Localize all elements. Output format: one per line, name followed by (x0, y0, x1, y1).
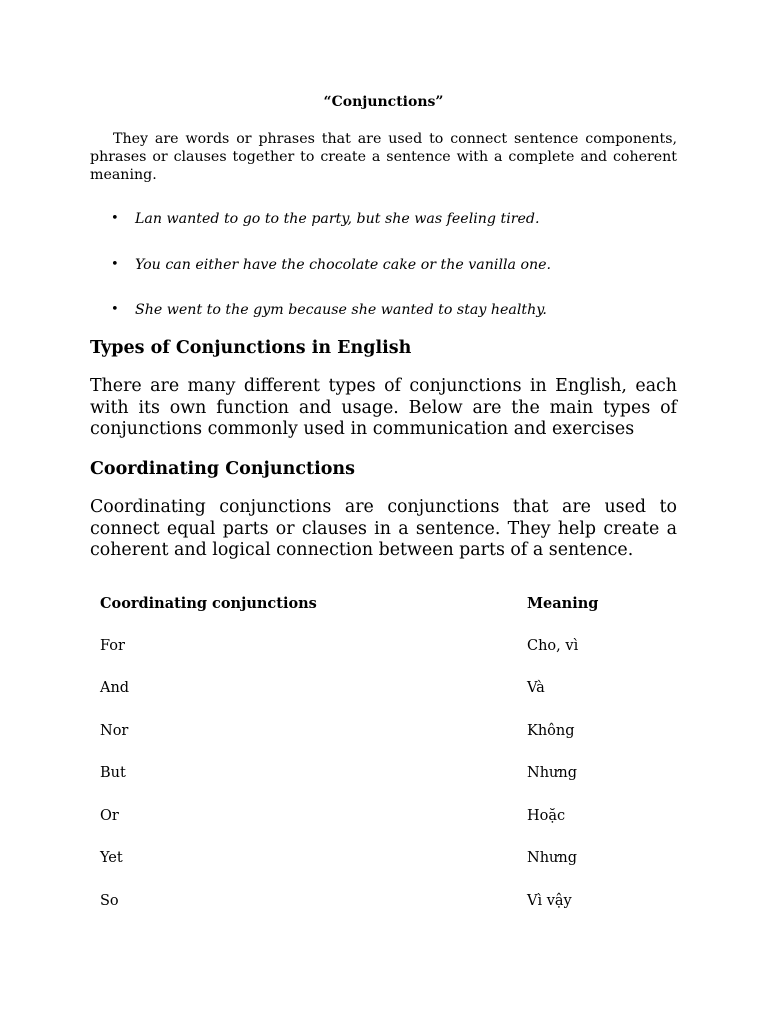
conjunction-cell: Or (100, 807, 119, 824)
coordinating-heading: Coordinating Conjunctions (90, 459, 355, 479)
example-list (90, 209, 677, 346)
document-title: “Conjunctions” (323, 94, 444, 110)
bullet-icon: • (111, 256, 119, 272)
conjunction-cell: For (100, 637, 125, 654)
meaning-cell: Cho, vì (527, 637, 579, 654)
example-text: You can either have the chocolate cake or the vanilla one. (135, 256, 552, 273)
conjunction-cell: So (100, 892, 119, 909)
coordinating-paragraph: Coordinating conjunctions are conjunctions that are used to connect equal parts or clauses in a sentence. They help create a coherent and logical connection between parts of a sentence. (90, 497, 677, 560)
table-row (90, 752, 677, 795)
column-header-meaning: Meaning (527, 594, 599, 612)
conjunctions-table (90, 582, 677, 922)
types-heading: Types of Conjunctions in English (90, 338, 412, 358)
bullet-icon: • (111, 302, 119, 317)
meaning-cell: Nhưng (527, 765, 577, 782)
column-header-conjunction: Coordinating conjunctions (100, 594, 317, 612)
conjunction-cell: Nor (100, 722, 129, 739)
table-row (90, 667, 677, 710)
conjunction-cell: And (100, 680, 130, 697)
intro-paragraph: They are words or phrases that are used to connect sentence components, phrases or clauses together to create a sentence with a complete and coherent meaning. (90, 131, 677, 183)
table-header-row (90, 582, 677, 625)
meaning-cell: Và (527, 680, 545, 697)
meaning-cell: Hoặc (527, 807, 566, 824)
meaning-cell: Không (527, 722, 575, 739)
conjunction-cell: Yet (100, 850, 123, 867)
types-paragraph: There are many different types of conjunctions in English, each with its own function and usage. Below are the main types of conjunctions commonly used in communication and exercises (90, 376, 677, 439)
example-text: Lan wanted to go to the party, but she was feeling tired. (135, 211, 540, 227)
table-row (90, 880, 677, 923)
example-item (90, 209, 677, 255)
table-row (90, 625, 677, 668)
meaning-cell: Nhưng (527, 850, 577, 867)
meaning-cell: Vì vậy (527, 892, 572, 909)
example-text: She went to the gym because she wanted to stay healthy. (135, 302, 547, 318)
table-row (90, 837, 677, 880)
conjunction-cell: But (100, 765, 126, 782)
bullet-icon: • (111, 211, 119, 226)
table-row (90, 710, 677, 753)
example-item (90, 255, 677, 301)
table-row (90, 795, 677, 838)
